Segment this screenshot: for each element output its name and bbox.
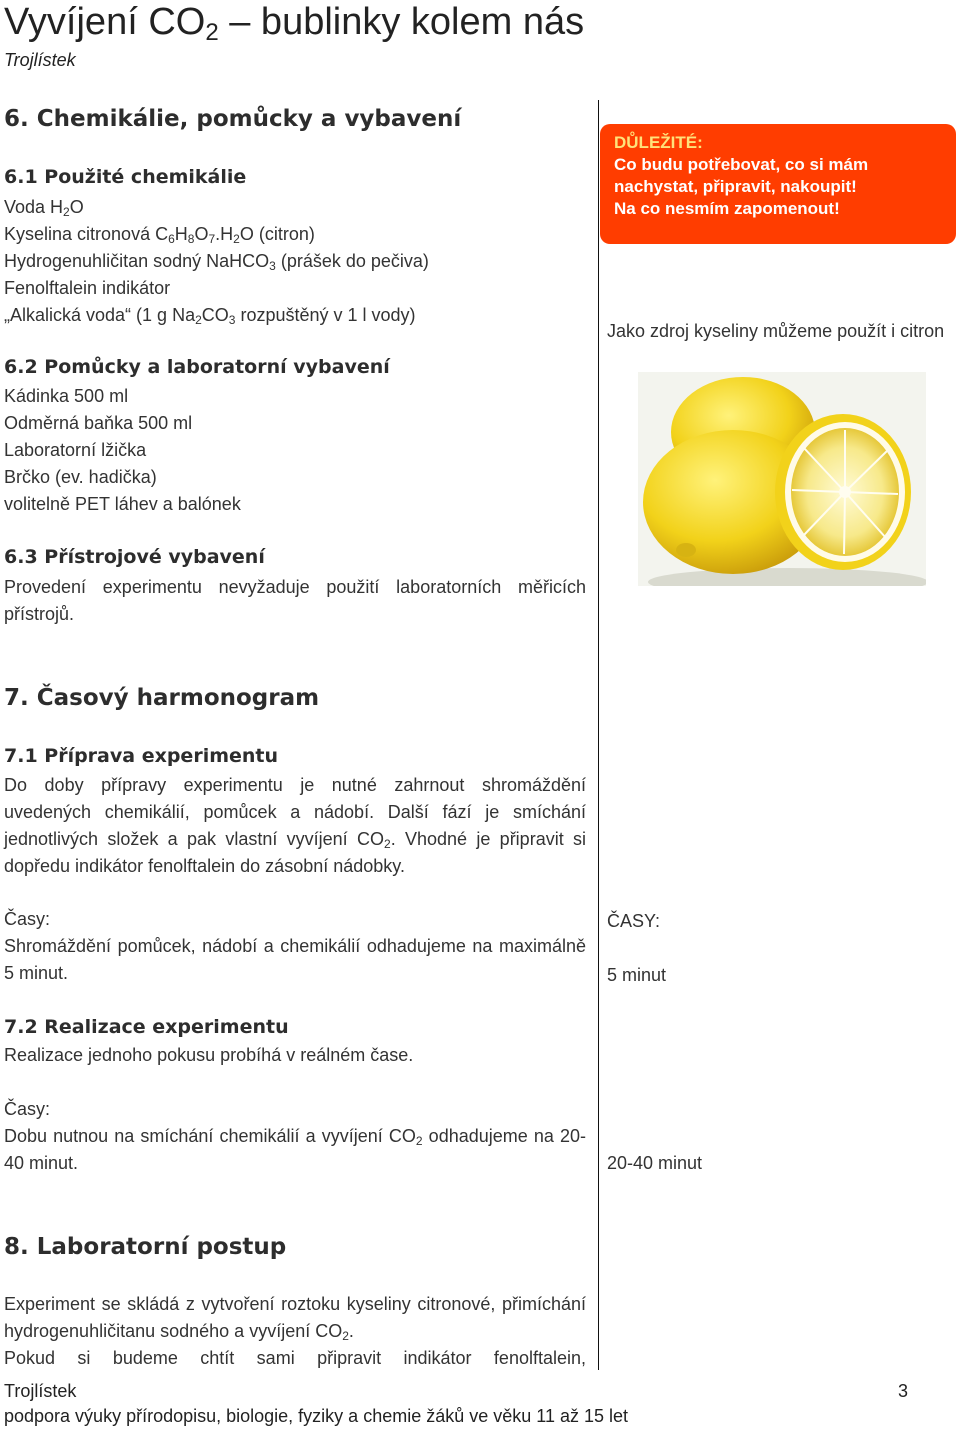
side-times-label: ČASY: [607, 911, 661, 931]
page-subtitle: Trojlístek [4, 50, 76, 70]
side-times-1: 5 minut [607, 965, 667, 985]
side-citron-text: Jako zdroj kyseliny můžeme použít i citron [607, 321, 945, 341]
section-7-heading: 7. Časový harmonogram [4, 685, 320, 711]
tool-item: volitelně PET láhev a balónek [4, 494, 241, 514]
section-6-2-heading: 6.2 Pomůcky a laboratorní vybavení [4, 356, 390, 378]
tool-item: Kádinka 500 ml [4, 386, 129, 406]
tool-item: Odměrná baňka 500 ml [4, 413, 193, 433]
chemicals-list [4, 194, 586, 329]
tool-item: Laboratorní lžička [4, 440, 147, 460]
side-times-2: 20-40 minut [607, 1153, 703, 1173]
section-6-3-text: Provedení experimentu nevyžaduje použití laboratorních měřicích přístrojů. [4, 577, 586, 624]
note-text-2: Na co nesmím zapomenout! [614, 199, 840, 218]
times-text-2: Dobu nutnou na smíchání chemikálií a vyvíjení $CO_2$ odhadujeme na 20-40 minut. [4, 1126, 586, 1173]
lemon-icon [638, 372, 926, 586]
section-8-text-2: Pokud si budeme chtít sami připravit indikátor fenolftalein, [4, 1348, 586, 1368]
tool-item: Brčko (ev. hadička) [4, 467, 157, 487]
tools-list [4, 383, 586, 518]
lemon-image [638, 372, 926, 586]
important-note [600, 124, 956, 244]
note-text: Co budu potřebovat, co si mám nachystat, připravit, nakoupit! [614, 155, 869, 196]
times-label-2: Časy: [4, 1099, 51, 1119]
section-8-heading: 8. Laboratorní postup [4, 1234, 287, 1260]
chemical-item: Hydrogenuhličitan sodný NaHCO$_3$ (prášek do pečiva) [4, 251, 429, 273]
chemical-item: Kyselina citronová $C_6H_8O_7.H_2O$ (citron) [4, 224, 315, 246]
section-7-2-text: Realizace jednoho pokusu probíhá v reálném čase. [4, 1045, 414, 1065]
note-label: DŮLEŽITÉ: [614, 133, 703, 152]
chemical-item: Voda $H_2O$ [4, 197, 84, 219]
section-7-1-text: Do doby přípravy experimentu je nutné zahrnout shromáždění uvedených chemikálií, pomůcek a nádobí. Další fází je smíchání jednotlivých složek a pak vlastní vyvíjení $CO_2$. Vhodné je připravit si dopředu indikátor fenolftalein do zásobní nádobky. [4, 775, 587, 876]
section-6-1-heading: 6.1 Použité chemikálie [4, 166, 247, 188]
footer-bottom: podpora výuky přírodopisu, biologie, fyziky a chemie žáků ve věku 11 až 15 let [4, 1406, 629, 1426]
times-label-1: Časy: [4, 909, 51, 929]
column-divider [598, 100, 599, 1370]
section-8-text: Experiment se skládá z vytvoření roztoku kyseliny citronové, přimíchání hydrogenuhličitanu sodného a vyvíjení $CO_2$. [4, 1294, 586, 1343]
footer-left: Trojlístek [4, 1381, 77, 1401]
page-number: 3 [898, 1381, 909, 1401]
chemical-item: Fenolftalein indikátor [4, 278, 171, 298]
chemical-item: „Alkalická voda“ (1 g $Na_2CO_3$ rozpuštěný v 1 l vody) [4, 305, 416, 327]
times-text-1: Shromáždění pomůcek, nádobí a chemikálií odhadujeme na maximálně 5 minut. [4, 936, 586, 983]
section-7-1-heading: 7.1 Příprava experimentu [4, 745, 279, 767]
page-title: Vyvíjení $CO_2$ – bublinky kolem nás [4, 1, 585, 46]
section-7-2-heading: 7.2 Realizace experimentu [4, 1016, 289, 1038]
section-6-3-heading: 6.3 Přístrojové vybavení [4, 546, 265, 568]
section-6-heading: 6. Chemikálie, pomůcky a vybavení [4, 106, 462, 132]
